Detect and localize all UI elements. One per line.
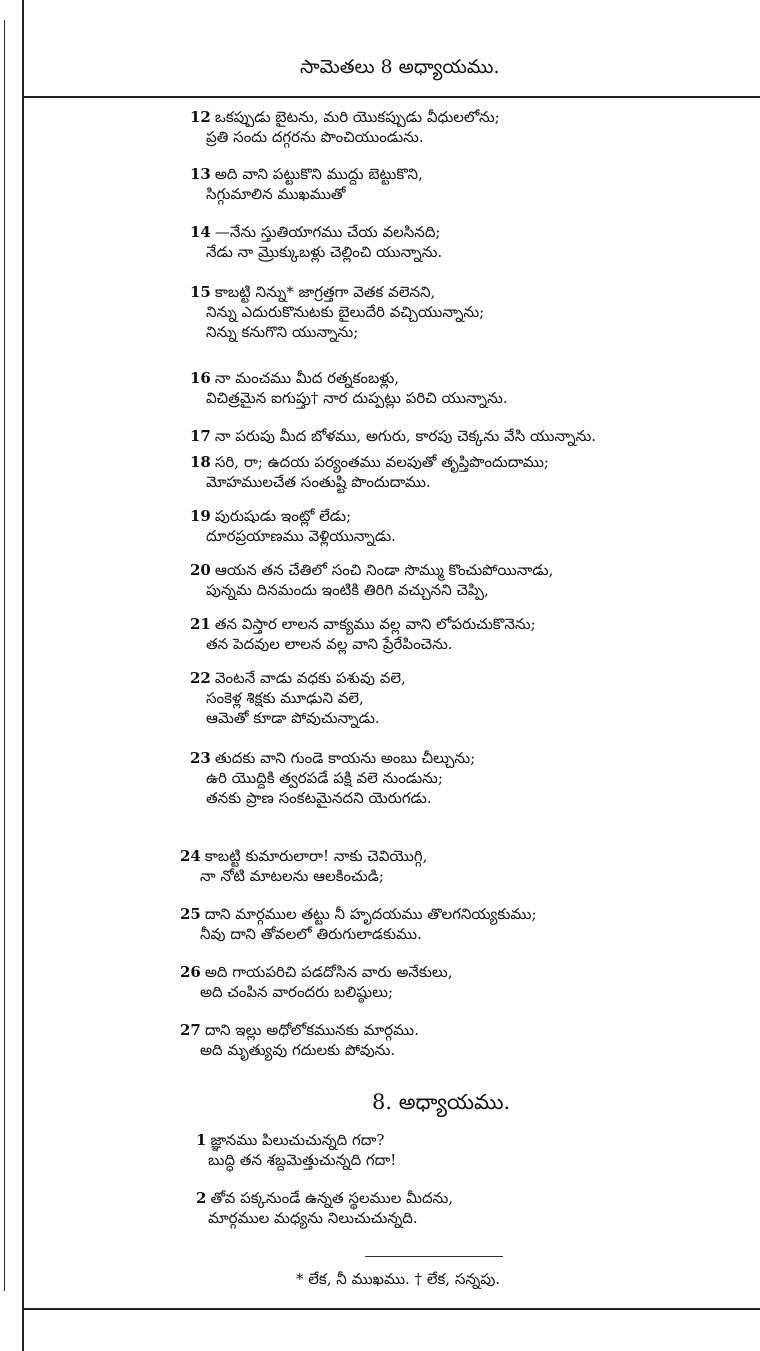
verse-number: 21 <box>190 615 211 633</box>
chapter-verse-2 <box>196 1188 453 1228</box>
verse-line: నిన్ను కనుగొని యున్నాను; <box>206 323 359 341</box>
verse-16 <box>190 368 508 408</box>
verse-number: 26 <box>180 963 201 981</box>
verse-number: 1 <box>196 1131 207 1149</box>
verse-15 <box>190 282 484 342</box>
verse-13 <box>190 164 423 204</box>
header-rule <box>24 96 760 98</box>
verse-22 <box>190 668 406 728</box>
verse-line: సంకెళ్ల శిక్షకు మూఢుని వలె, <box>206 689 364 707</box>
verse-line: ఒకప్పుడు బైటను, మరి యొకప్పుడు వీధులలోను; <box>214 108 500 126</box>
verse-line: కాబట్టి కుమారులారా! నాకు చెవియొగ్గి, <box>204 847 428 865</box>
verse-line: తన విస్తార లాలన వాక్యము వల్ల వాని లోపరుచుకొనెను; <box>214 615 536 633</box>
chapter-heading: 8. అధ్యాయము. <box>372 1090 511 1114</box>
verse-number: 14 <box>190 223 211 241</box>
page-title: సామెతలు 8 అధ్యాయము. <box>300 56 500 78</box>
verse-number: 17 <box>190 427 211 445</box>
verse-25 <box>180 904 537 944</box>
verse-27 <box>180 1020 419 1060</box>
verse-line: తన పెదవుల లాలన వల్ల వాని ప్రేరేపించెను. <box>206 635 453 653</box>
verse-line: నేడు నా మ్రొక్కుబళ్లు చెల్లించి యున్నాను. <box>206 243 443 261</box>
verse-number: 23 <box>190 749 211 767</box>
page-header <box>300 56 500 83</box>
verse-number: 18 <box>190 453 211 471</box>
verse-line: నిన్ను ఎదురుకొనుటకు బైలుదేరి వచ్చియున్నాను; <box>206 303 485 321</box>
verse-line: అది గాయపరిచి పడదోసిన వారు అనేకులు, <box>204 963 453 981</box>
verse-line: సరి, రా; ఉదయ పర్యంతము వలపుతో తృప్తిపొందుదాము; <box>214 453 549 471</box>
verse-line: ప్రతి సందు దగ్గరను పొంచియుండును. <box>206 128 424 146</box>
verse-line: విచిత్రమైన ఐగుప్తు† నార దుప్పట్లు పరిచి యున్నాను. <box>206 389 508 407</box>
verse-line: వెంటనే వాడు వధకు పశువు వలె, <box>214 669 406 687</box>
verse-18 <box>190 452 549 492</box>
chapter-verse-1 <box>196 1130 396 1170</box>
verse-line: నా మంచము మీద రత్నకంబళ్లు, <box>214 369 399 387</box>
verse-line: నీవు దాని తోవలలో తిరుగులాడకుము. <box>200 925 422 943</box>
verse-24 <box>180 846 427 886</box>
verse-number: 27 <box>180 1021 201 1039</box>
verse-line: సిగ్గుమాలిన ముఖముతో <box>206 185 346 203</box>
verse-line: మార్గముల మధ్యను నిలుచుచున్నది. <box>208 1209 418 1227</box>
footnote: * లేక, నీ ముఖము. † లేక, సన్నపు. <box>296 1270 501 1288</box>
verse-line: నా నోటి మాటలను ఆలకించుడి; <box>200 867 384 885</box>
left-edge-line <box>4 20 5 1291</box>
verse-number: 15 <box>190 283 211 301</box>
verse-number: 24 <box>180 847 201 865</box>
left-margin-line <box>22 0 24 1351</box>
verse-23 <box>190 748 475 808</box>
verse-line: మోహములచేత సంతుష్టి పొందుదాము. <box>206 473 431 491</box>
verse-line: —నేను స్తుతియాగము చేయ వలసినది; <box>214 223 441 241</box>
verse-line: అది వాని పట్టుకొని ముద్దు బెట్టుకొని, <box>214 165 423 183</box>
verse-line: తోవ పక్కనుండే ఉన్నత స్థలముల మీదను, <box>210 1189 454 1207</box>
verse-12 <box>190 107 500 147</box>
verse-line: అది చంపిన వారందరు బలిష్ఠులు; <box>200 983 393 1001</box>
verse-line: దాని ఇల్లు అధోలోకమునకు మార్గము. <box>204 1021 419 1039</box>
verse-line: బుద్ధి తన శబ్దమెత్తుచున్నది గదా! <box>208 1151 397 1169</box>
verse-26 <box>180 962 453 1002</box>
verse-line: పున్నమ దినమందు ఇంటికి తిరిగి వచ్చునని చెప్పి, <box>206 581 489 599</box>
verse-14 <box>190 222 442 262</box>
verse-number: 16 <box>190 369 211 387</box>
verse-line: జ్ఞానము పిలుచుచున్నది గదా? <box>210 1131 385 1149</box>
verse-line: అది మృత్యువు గదులకు పోవును. <box>200 1041 396 1059</box>
verse-line: నా పరుపు మీద బోళము, అగురు, కారపు చెక్కను వేసి యున్నాను. <box>214 427 597 445</box>
verse-line: కాబట్టి నిన్ను* జాగ్రత్తగా వెతక వలెనని, <box>214 283 436 301</box>
verse-number: 25 <box>180 905 201 923</box>
verse-line: ఉరి యొద్దికి త్వరపడే పక్షి వలె నుండును; <box>206 769 443 787</box>
verse-number: 13 <box>190 165 211 183</box>
verse-line: తుదకు వాని గుండె కాయను అంబు చీల్చును; <box>214 749 476 767</box>
verse-17 <box>190 426 596 446</box>
verse-number: 22 <box>190 669 211 687</box>
verse-20 <box>190 560 553 600</box>
verse-21 <box>190 614 536 654</box>
verse-number: 12 <box>190 108 211 126</box>
verse-line: పురుషుడు ఇంట్లో లేడు; <box>214 507 352 525</box>
verse-line: దాని మార్గముల తట్టు నీ హృదయము తొలగనియ్యకుము; <box>204 905 537 923</box>
footnote-rule <box>365 1256 503 1257</box>
verse-number: 2 <box>196 1189 207 1207</box>
verse-19 <box>190 506 396 546</box>
verse-line: తనకు ప్రాణ సంకటమైనదని యెరుగడు. <box>206 789 432 807</box>
footer-rule <box>24 1308 760 1310</box>
verse-line: ఆమెతో కూడా పోవుచున్నాడు. <box>206 709 380 727</box>
verse-line: ఆయన తన చేతిలో సంచి నిండా సొమ్ము కొంచుపోయినాడు, <box>214 561 554 579</box>
verse-number: 19 <box>190 507 211 525</box>
verse-number: 20 <box>190 561 211 579</box>
verse-line: దూరప్రయాణము వెళ్లియున్నాడు. <box>206 527 396 545</box>
